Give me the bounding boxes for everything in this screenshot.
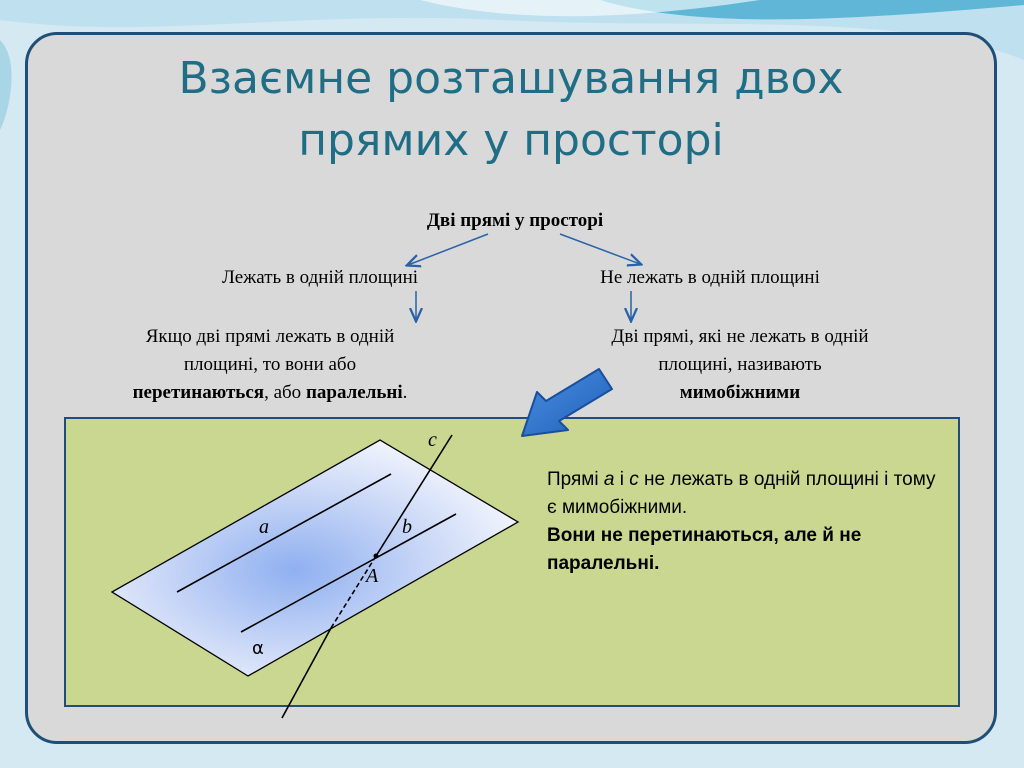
explanation-part-2: і [614,469,630,490]
label-point-a: A [366,565,379,587]
left-body-line-1: Якщо дві прямі лежать в одній [145,326,395,347]
explanation-conclusion: Вони не перетинаються, але й не паралельні. [547,525,862,574]
left-body-mid: , або [264,382,306,403]
label-plane: α [252,638,264,659]
right-body-line-1: Дві прямі, які не лежать в одній [611,326,869,347]
right-body-line-2: площині, називають [658,354,822,375]
term-parallel: паралельні [305,382,403,403]
term-skew: мимобіжними [679,382,801,403]
left-body-line-2: площині, то вони або [183,354,357,375]
point-a [374,554,379,559]
title-line-1: Взаємне розташування двох [178,53,844,104]
explanation-part-3: не лежать в одній площині і тому є мимобіжними. [547,469,936,518]
explanation-text [547,466,937,578]
pointer-arrow-icon [522,369,612,436]
explanation-var-c: c [629,469,639,490]
plane-alpha [112,440,518,676]
explanation-var-a: a [603,469,615,490]
label-line-c: c [428,429,437,451]
left-body-end: . [402,382,408,403]
scheme-left-heading: Лежать в одній площині [221,267,419,288]
scheme-root: Дві прямі у просторі [426,210,604,231]
explanation-part-1: Прямі [547,469,604,490]
term-intersecting: перетинаються [132,382,265,403]
title-line-2: прямих у просторі [298,115,724,166]
label-line-b: b [402,516,412,538]
scheme-right-heading: Не лежать в одній площині [600,267,820,288]
label-line-a: a [259,516,269,538]
